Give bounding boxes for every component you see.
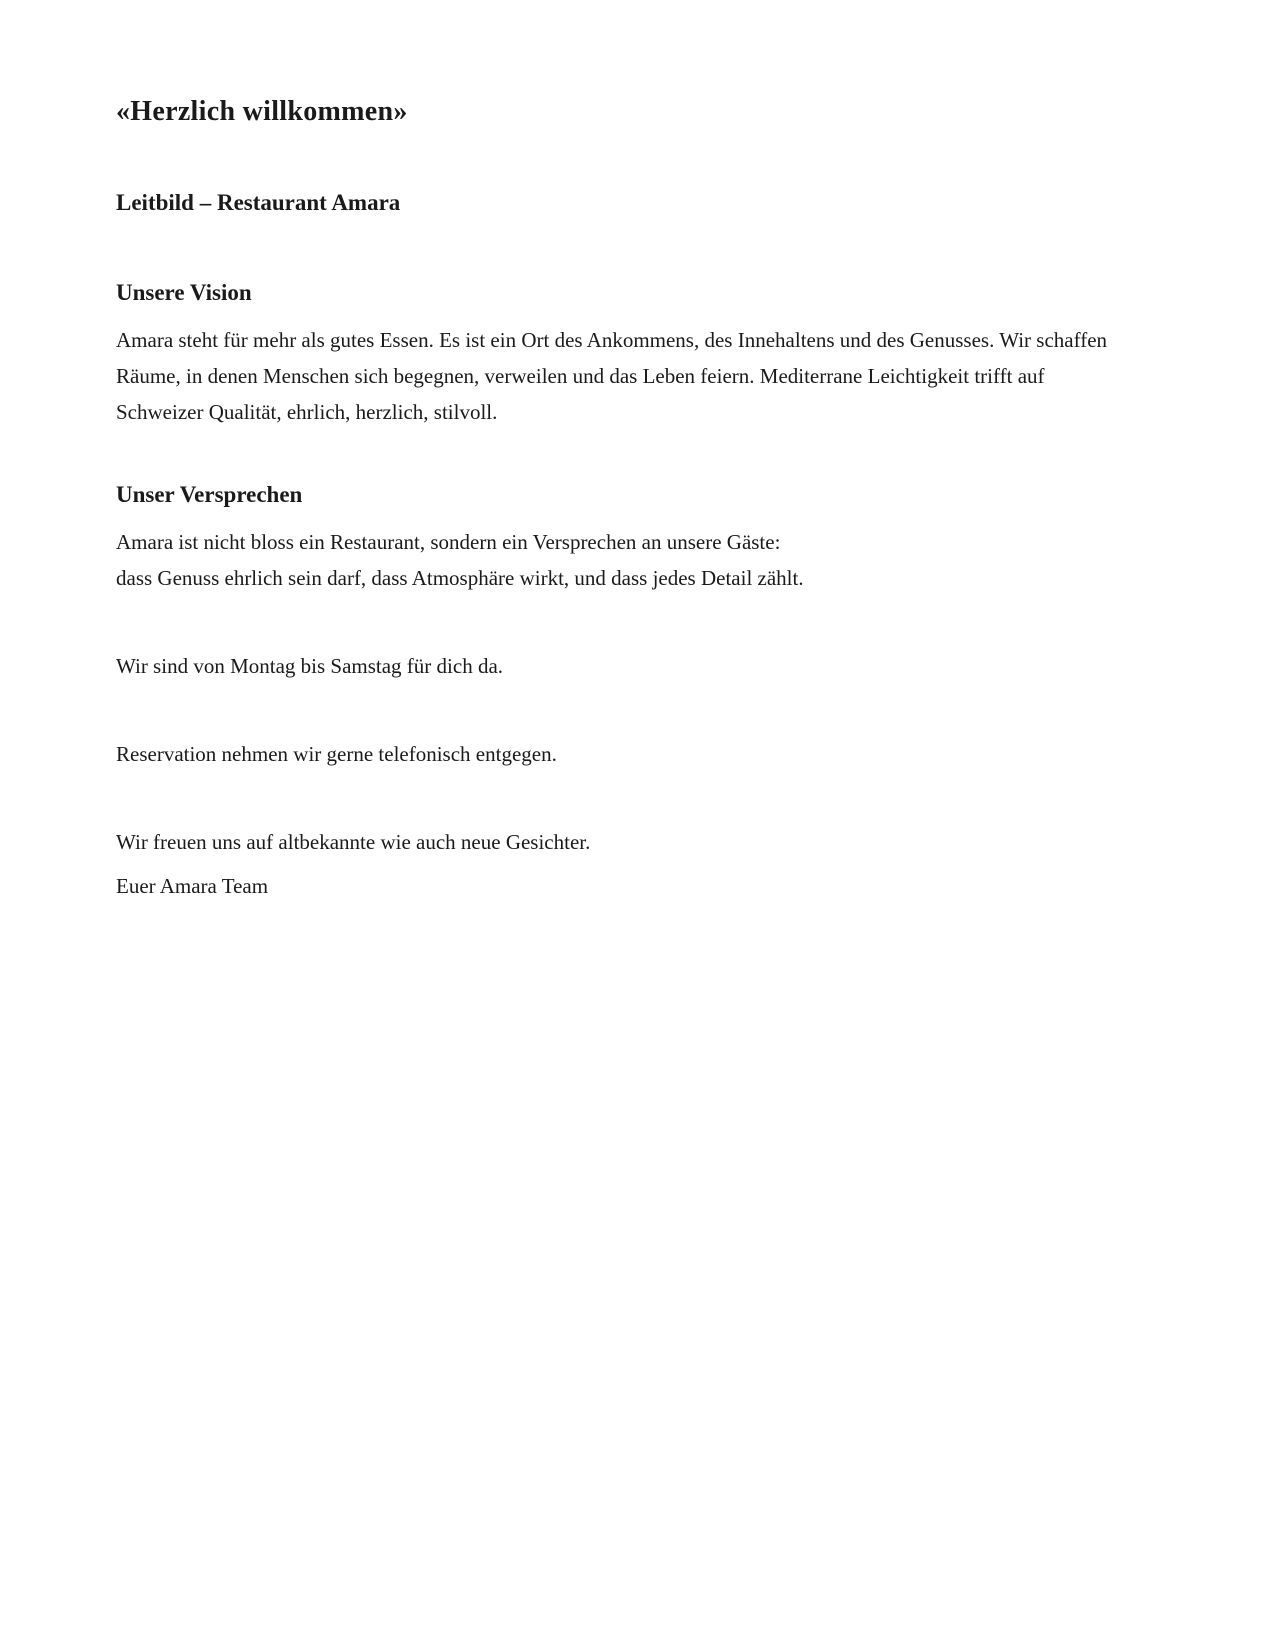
section-body-vision: Amara steht für mehr als gutes Essen. Es ist ein Ort des Ankommens, des Innehaltens und des Genusses. Wir schaffen Räume, in denen Menschen sich begegnen, verweilen und das Leben feiern. Mediterrane Leichtigkeit trifft auf Schweizer Qualität, ehrlich, herzlich, stilvoll. (116, 328, 1108, 424)
paragraph-opening-days: Wir sind von Montag bis Samstag für dich da. (116, 654, 504, 678)
section-heading-vision: Unsere Vision (116, 280, 252, 305)
paragraph-reservation: Reservation nehmen wir gerne telefonisch entgegen. (116, 742, 557, 766)
paragraph-signature: Euer Amara Team (116, 874, 269, 898)
versprechen-line-1: Amara ist nicht bloss ein Restaurant, sondern ein Versprechen an unsere Gäste: (116, 530, 781, 554)
page-title: «Herzlich willkommen» (116, 96, 408, 127)
versprechen-line-2: dass Genuss ehrlich sein darf, dass Atmosphäre wirkt, und dass jedes Detail zählt. (116, 566, 804, 590)
section-versprechen (116, 482, 1123, 596)
section-vision (116, 280, 1123, 430)
paragraph-greeting: Wir freuen uns auf altbekannte wie auch neue Gesichter. (116, 830, 591, 854)
document-subtitle: Leitbild – Restaurant Amara (116, 190, 401, 215)
section-heading-versprechen: Unser Versprechen (116, 482, 303, 507)
section-body-versprechen (116, 524, 1123, 596)
